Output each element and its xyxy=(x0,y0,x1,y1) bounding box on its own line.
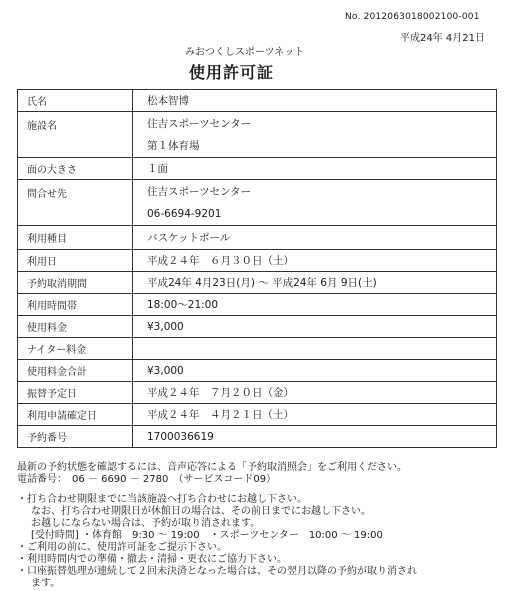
row-reservation-no xyxy=(18,426,497,448)
row-transfer-date xyxy=(18,382,497,404)
row-facility xyxy=(18,112,497,158)
permit-table xyxy=(17,89,497,448)
label-facility: 施設名 xyxy=(18,112,133,158)
value-use-date: 平成２４年 ６月３０日（土） xyxy=(133,250,497,272)
label-contact: 問合せ先 xyxy=(18,180,133,226)
value-contact xyxy=(133,180,497,226)
label-name: 氏名 xyxy=(18,90,133,112)
organization-name: みおつくしスポーツネット xyxy=(185,47,305,58)
note-holiday: なお、打ち合わせ期限日が休館日の場合は、その前日までにお越し下さい。 xyxy=(31,506,371,517)
value-contact-name: 住吉スポーツセンター xyxy=(147,185,252,198)
value-contact-phone: 06-6694-9201 xyxy=(147,207,222,220)
note-present-permit: ・ご利用の前に、使用許可証をご提示下さい。 xyxy=(17,542,227,553)
label-transfer-date: 振替予定日 xyxy=(18,382,133,404)
value-time-slot: 18:00〜21:00 xyxy=(133,294,497,316)
notes-section xyxy=(17,462,507,590)
row-name xyxy=(18,90,497,112)
value-facility-room: 第１体育場 xyxy=(147,139,200,152)
value-night-fee xyxy=(133,338,497,360)
row-sport xyxy=(18,226,497,250)
row-contact xyxy=(18,180,497,226)
label-sport: 利用種目 xyxy=(18,226,133,250)
row-court-size xyxy=(18,158,497,180)
note-cooperation: ・利用時間内での準備・撤去・清掃・更衣にご協力下さい。 xyxy=(17,554,287,565)
value-sport: バスケットボール xyxy=(133,226,497,250)
row-fee xyxy=(18,316,497,338)
note-account-transfer-cont: ます。 xyxy=(31,578,61,589)
label-fee: 使用料金 xyxy=(18,316,133,338)
label-confirm-date: 利用申請確定日 xyxy=(18,404,133,426)
value-transfer-date: 平成２４年 ７月２０日（金） xyxy=(133,382,497,404)
document-number: No. 201206301800​2100-001 xyxy=(345,12,480,22)
label-total-fee: 使用料金合計 xyxy=(18,360,133,382)
note-cancellation: お越しにならない場合は、予約が取り消されます。 xyxy=(31,518,261,529)
value-court-size: １面 xyxy=(133,158,497,180)
note-reception-hours: [受付時間] ・体育館 9:30 〜 19:00 ・スポーツセンター 10:00 〜 19:00 xyxy=(31,530,383,541)
note-status-check: 最新の予約状態を確認するには、音声応答による「予約取消照会」をご利用ください。 xyxy=(17,462,407,473)
value-fee: ¥3,000 xyxy=(133,316,497,338)
note-meeting-deadline: ・打ち合わせ期限までに当該施設へ打ち合わせにお越し下さい。 xyxy=(17,494,307,505)
row-use-date xyxy=(18,250,497,272)
issue-date: 平成24年 4月21日 xyxy=(400,33,485,44)
value-confirm-date: 平成２４年 ４月２１日（土） xyxy=(133,404,497,426)
value-facility-name: 住吉スポーツセンター xyxy=(147,117,252,130)
label-court-size: 面の大きさ xyxy=(18,158,133,180)
value-reservation-no: 1700036619 xyxy=(133,426,497,448)
label-night-fee: ナイター料金 xyxy=(18,338,133,360)
row-total-fee xyxy=(18,360,497,382)
label-time-slot: 利用時間帯 xyxy=(18,294,133,316)
value-name: 松本智博 xyxy=(133,90,497,112)
row-time-slot xyxy=(18,294,497,316)
value-total-fee: ¥3,000 xyxy=(133,360,497,382)
row-night-fee xyxy=(18,338,497,360)
value-cancel-period: 平成24年 4月23日(月) 〜 平成24年 6月 9日(土) xyxy=(133,272,497,294)
note-account-transfer: ・口座振替処理が連続して２回未決済となった場合は、その翌月以降の予約が取り消され xyxy=(17,566,417,577)
note-phone: 電話番号： 06 － 6690 － 2780 （サービスコード09） xyxy=(17,474,277,485)
value-facility xyxy=(133,112,497,158)
row-confirm-date xyxy=(18,404,497,426)
label-reservation-no: 予約番号 xyxy=(18,426,133,448)
document-title: 使用許可証 xyxy=(189,63,275,82)
label-use-date: 利用日 xyxy=(18,250,133,272)
label-cancel-period: 予約取消期間 xyxy=(18,272,133,294)
row-cancel-period xyxy=(18,272,497,294)
